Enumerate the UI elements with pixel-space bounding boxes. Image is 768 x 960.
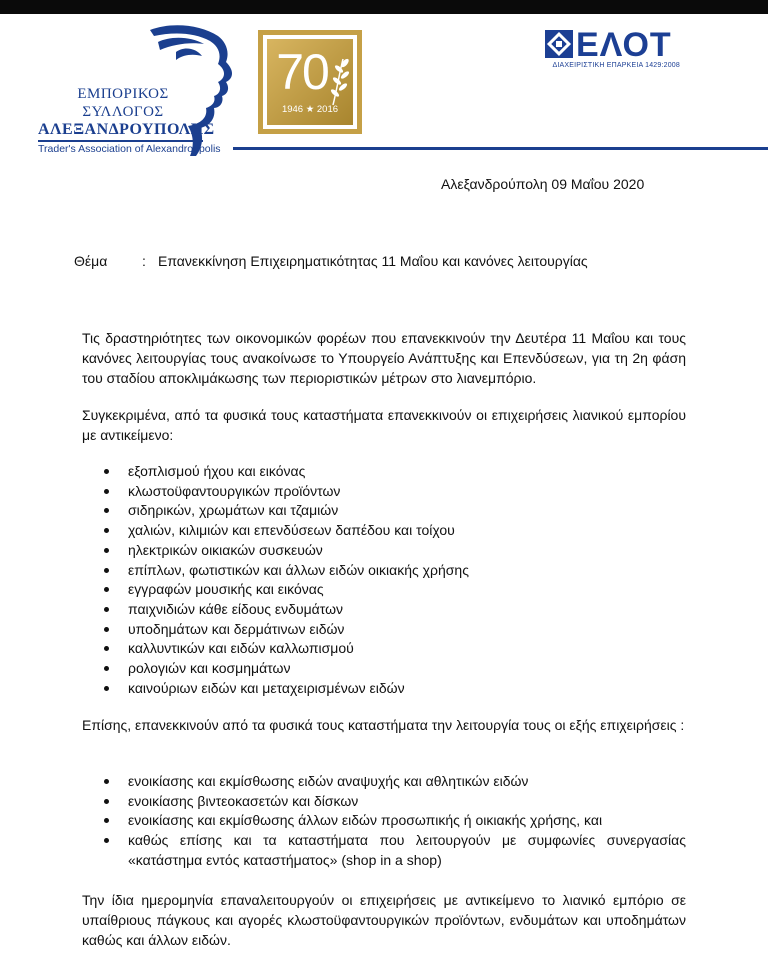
assoc-underline [38, 140, 203, 142]
paragraph-retail-reopening: Συγκεκριμένα, από τα φυσικά τους καταστήματα επανεκκινούν οι επιχειρήσεις λιανικού εμπορίου με αντικείμενο: [82, 407, 686, 443]
anniversary-years: 1946 ★ 2016 [281, 104, 339, 115]
assoc-name-line3: ΑΛΕΞΑΝΔΡΟΥΠΟΛΗΣ [38, 121, 215, 138]
list-item: ενοικίασης και εκμίσθωσης ειδών αναψυχής και αθλητικών ειδών [82, 772, 686, 792]
list-item: καλλυντικών και ειδών καλλωπισμού [82, 639, 686, 659]
list-item: ρολογιών και κοσμημάτων [82, 659, 686, 679]
laurel-branch-icon [329, 55, 351, 107]
list-item: επίπλων, φωτιστικών και άλλων ειδών οικιακής χρήσης [82, 561, 686, 581]
list-item: εξοπλισμού ήχου και εικόνας [82, 462, 686, 482]
subject-text: Επανεκκίνηση Επιχειρηματικότητας 11 Μαΐου και κανόνες λειτουργίας [158, 253, 588, 269]
letter-date: Αλεξανδρούπολη 09 Μαΐου 2020 [441, 176, 645, 192]
list-item: υποδημάτων και δερμάτινων ειδών [82, 620, 686, 640]
assoc-name-line1: ΕΜΠΟΡΙΚΟΣ [77, 86, 169, 102]
elot-certification: ΔΙΑΧΕΙΡΙΣΤΙΚΗ ΕΠΑΡΚΕΙΑ 1429:2008 [552, 62, 680, 69]
top-black-bar [0, 0, 768, 14]
subject-colon: : [142, 253, 146, 269]
list-item: καθώς επίσης και τα καταστήματα που λειτουργούν με συμφωνίες συνεργασίας «κατάστημα εντός καταστήματος» (shop in a shop) [82, 831, 686, 870]
anniversary-number: 70 [276, 44, 328, 100]
paragraph-intro: Τις δραστηριότητες των οικονομικών φορέων που επανεκκινούν την Δευτέρα 11 Μαΐου και τους κανόνες λειτουργίας τους ανακοίνωσε το Υπουργείο Ανάπτυξης και Επενδύσεων, για τη 2η φάση του σταδίου αποκλιμάκωσης των περιοριστικών μέτρων στο λιανεμπόριο. [82, 330, 686, 386]
list-item: σιδηρικών, χρωμάτων και τζαμιών [82, 501, 686, 521]
list-item: ενοικίασης και εκμίσθωσης άλλων ειδών προσωπικής ή οικιακής χρήσης, και [82, 811, 686, 831]
list-item: ενοικίασης βιντεοκασετών και δίσκων [82, 792, 686, 812]
traders-association-logo [38, 22, 248, 162]
elot-logo [545, 28, 680, 72]
list-item: παιχνιδιών κάθε είδους ενδυμάτων [82, 600, 686, 620]
list-item: χαλιών, κιλιμιών και επενδύσεων δαπέδου και τοίχου [82, 521, 686, 541]
rental-businesses-list [82, 772, 686, 871]
anniversary-logo [258, 30, 362, 134]
list-item: ηλεκτρικών οικιακών συσκευών [82, 541, 686, 561]
assoc-name-line2: ΣΥΛΛΟΓΟΣ [82, 104, 164, 120]
elot-diamond-icon [545, 30, 573, 58]
list-item: καινούριων ειδών και μεταχειρισμένων ειδών [82, 679, 686, 699]
subject-line [74, 253, 588, 269]
assoc-english-name: Trader's Association of Alexandroupolis [38, 143, 221, 155]
paragraph-outdoor-markets: Την ίδια ημερομηνία επαναλειτουργούν οι επιχειρήσεις με αντικείμενο το λιανικό εμπόριο σε υπαίθριους πάγκους και αγορές κλωστοϋφαντουργικών προϊόντων, ενδυμάτων και υποδημάτων καθώς και άλλων ειδών. [82, 892, 686, 948]
header-divider [233, 147, 768, 150]
paragraph-also-reopening: Επίσης, επανεκκινούν από τα φυσικά τους καταστήματα την λειτουργία τους οι εξής επιχειρήσεις : [82, 717, 685, 733]
elot-wordmark: ΕΛΟΤ [576, 26, 672, 64]
retail-categories-list [82, 462, 686, 698]
subject-label: Θέμα [74, 253, 108, 269]
list-item: κλωστοϋφαντουργικών προϊόντων [82, 482, 686, 502]
list-item: εγγραφών μουσικής και εικόνας [82, 580, 686, 600]
